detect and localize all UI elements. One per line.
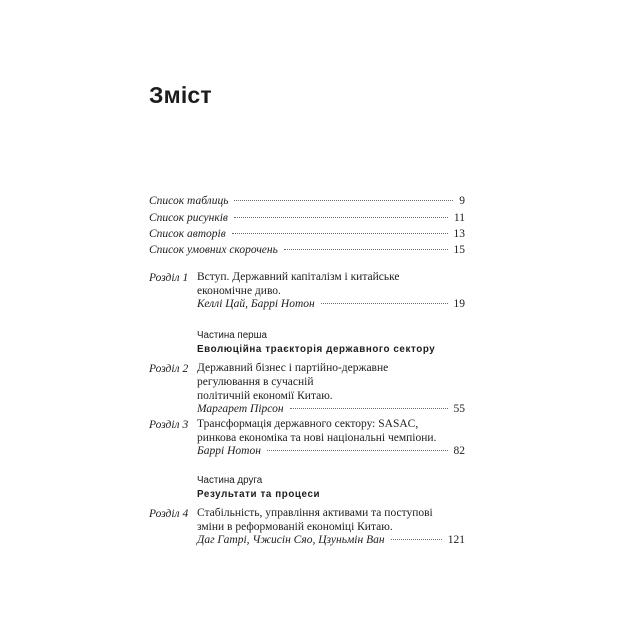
chapter-author: Маргарет Пірсон: [197, 403, 284, 415]
chapter-3-title-line1[interactable]: Трансформація державного сектору: SASAC,: [197, 418, 419, 430]
leader-dots: [234, 217, 448, 218]
chapter-1-label: Розділ 1: [149, 272, 189, 284]
toc-entry-label: Список рисунків: [149, 212, 228, 224]
leader-dots: [391, 539, 442, 540]
chapter-author: Даг Гатрі, Чжисін Сяо, Цзуньмін Ван: [197, 534, 385, 546]
toc-entry-abbreviations[interactable]: [149, 243, 465, 257]
toc-page-number: 13: [453, 228, 465, 240]
chapter-3-title-line2[interactable]: ринкова економіка та нові національні чемпіони.: [197, 432, 437, 444]
chapter-3-label: Розділ 3: [149, 419, 189, 431]
leader-dots: [234, 200, 453, 201]
part-1-title[interactable]: Еволюційна траєкторія державного сектору: [197, 344, 436, 355]
toc-page-number: 11: [453, 212, 465, 224]
toc-entry-figures[interactable]: [149, 211, 465, 225]
toc-entry-tables[interactable]: [149, 194, 465, 208]
chapter-2-title-line1[interactable]: Державний бізнес і партійно-державне: [197, 362, 389, 374]
chapter-2-title-line3[interactable]: політичній економії Китаю.: [197, 390, 333, 402]
toc-entry-authors[interactable]: [149, 227, 465, 241]
toc-entry-label: Список таблиць: [149, 195, 229, 207]
toc-page-number: 15: [453, 244, 465, 256]
toc-entry-label: Список авторів: [149, 228, 226, 240]
chapter-4-title-line2[interactable]: зміни в реформованій економіці Китаю.: [197, 521, 393, 533]
chapter-1-title-line2[interactable]: економічне диво.: [197, 285, 281, 297]
part-2-label: Частина друга: [197, 475, 263, 486]
chapter-2-label: Розділ 2: [149, 363, 189, 375]
page-title: Зміст: [149, 82, 212, 108]
toc-page-number: 121: [447, 534, 465, 546]
leader-dots: [284, 249, 448, 250]
toc-page-number: 55: [453, 403, 465, 415]
chapter-1-title-line1[interactable]: Вступ. Державний капіталізм і китайське: [197, 271, 400, 283]
chapter-2-title-line2[interactable]: регулювання в сучасній: [197, 376, 314, 388]
toc-page-number: 82: [453, 445, 465, 457]
part-2-title[interactable]: Результати та процеси: [197, 489, 321, 500]
part-1-label: Частина перша: [197, 330, 267, 341]
toc-page-number: 9: [459, 195, 465, 207]
leader-dots: [232, 233, 448, 234]
chapter-author: Келлі Цай, Баррі Нотон: [197, 298, 315, 310]
chapter-author: Баррі Нотон: [197, 445, 261, 457]
chapter-1-author-row[interactable]: [197, 297, 465, 311]
chapter-4-label: Розділ 4: [149, 508, 189, 520]
leader-dots: [267, 450, 448, 451]
toc-page-number: 19: [453, 298, 465, 310]
chapter-3-author-row[interactable]: [197, 444, 465, 458]
leader-dots: [290, 408, 448, 409]
leader-dots: [321, 303, 448, 304]
toc-entry-label: Список умовних скорочень: [149, 244, 278, 256]
chapter-2-author-row[interactable]: [197, 402, 465, 416]
chapter-4-author-row[interactable]: [197, 533, 465, 547]
chapter-4-title-line1[interactable]: Стабільність, управління активами та поступові: [197, 507, 433, 519]
